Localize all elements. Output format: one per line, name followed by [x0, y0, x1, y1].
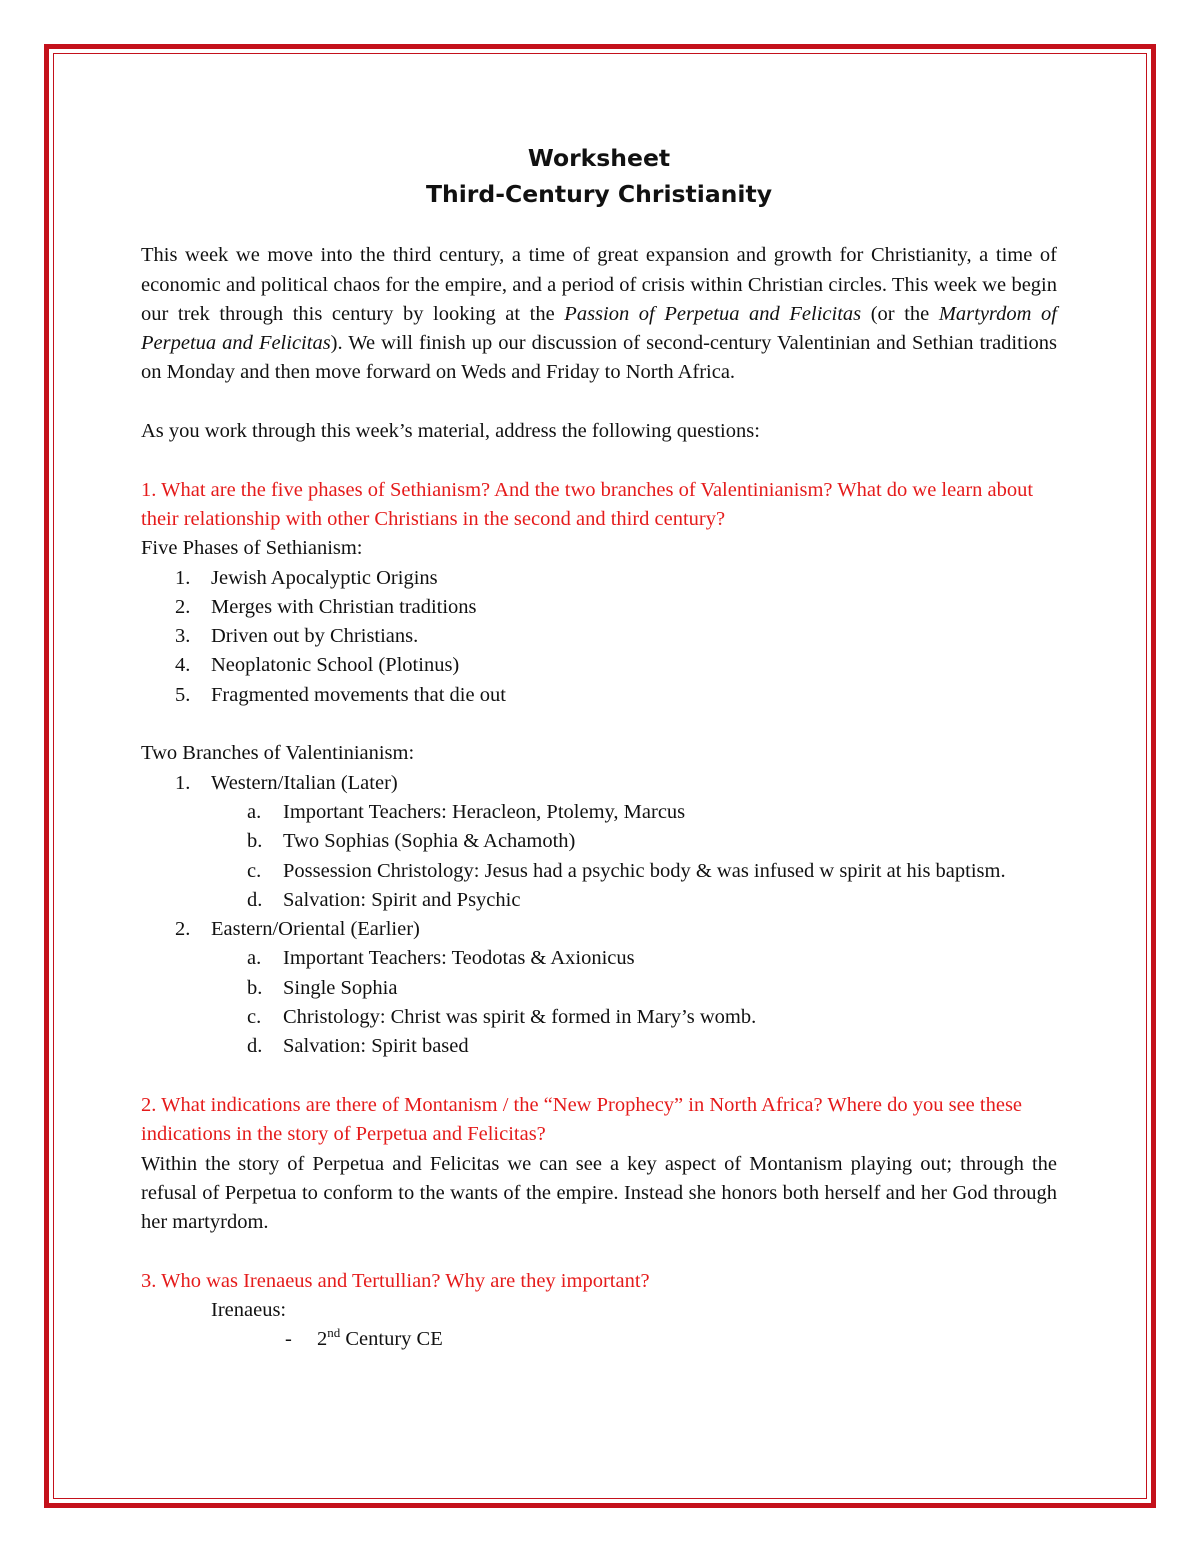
intro-title-passion: Passion of Perpetua and Felicitas	[564, 302, 862, 325]
intro-paragraph: This week we move into the third century, a time of great expansion and growth for Christianity, a time of economic and political chaos for the empire, and a period of crisis within Christian circles. This week we begin our trek through this century by looking at the Passion of Perpetua and Felicitas (or the Martyrdom of Perpetua and Felicitas). We will finish up our discussion of second-century Valentinian and Sethian traditions on Monday and then move forward on Weds and Friday to North Africa.	[141, 244, 1057, 384]
list-item: 1. Jewish Apocalyptic Origins	[175, 566, 438, 589]
valentinian-heading: Two Branches of Valentinianism:	[141, 742, 415, 765]
list-item: c. Christology: Christ was spirit & formed in Mary’s womb.	[247, 1006, 757, 1029]
list-item: 3. Driven out by Christians.	[175, 625, 419, 648]
irenaeus-label: Irenaeus:	[211, 1298, 287, 1321]
answer-2: Within the story of Perpetua and Felicitas we can see a key aspect of Montanism playing out; through the refusal of Perpetua to conform to the wants of the empire. Instead she honors both herself and her God through her martyrdom.	[141, 1152, 1057, 1234]
list-item: b. Two Sophias (Sophia & Achamoth)	[247, 830, 576, 853]
list-item: d. Salvation: Spirit and Psychic	[247, 888, 521, 911]
list-item: - 2nd Century CE	[285, 1325, 443, 1351]
title-line-1: Worksheet	[527, 144, 671, 172]
list-item: c. Possession Christology: Jesus had a psychic body & was infused w spirit at his baptism.	[247, 859, 1006, 882]
list-item: 2. Eastern/Oriental (Earlier)	[175, 918, 420, 941]
list-item: b. Single Sophia	[247, 976, 398, 999]
question-1: 1. What are the five phases of Sethianism? And the two branches of Valentinianism? What do we learn about their relationship with other Christians in the second and third century?	[141, 478, 1034, 530]
question-3: 3. Who was Irenaeus and Tertullian? Why are they important?	[141, 1269, 650, 1292]
title-line-2: Third-Century Christianity	[425, 180, 773, 208]
sethian-heading: Five Phases of Sethianism:	[141, 537, 363, 560]
list-item: 2. Merges with Christian traditions	[175, 595, 477, 618]
question-2: 2. What indications are there of Montanism / the “New Prophecy” in North Africa? Where do you see these indications in the story of Perpetua and Felicitas?	[141, 1093, 1023, 1146]
questions-prompt: As you work through this week’s material, address the following questions:	[141, 420, 760, 443]
list-item: 5. Fragmented movements that die out	[175, 683, 506, 706]
list-item: d. Salvation: Spirit based	[247, 1035, 469, 1058]
intro-title-martyrdom: Martyrdom of Perpetua and Felicitas	[141, 302, 1057, 355]
list-item: a. Important Teachers: Teodotas & Axionicus	[247, 947, 635, 970]
valentinian-branches-list	[141, 769, 1057, 1062]
list-item: a. Important Teachers: Heracleon, Ptolemy, Marcus	[247, 800, 686, 823]
worksheet-title	[141, 140, 1057, 212]
list-item: 1. Western/Italian (Later)	[175, 771, 398, 794]
sethian-phases-list	[141, 564, 1057, 710]
worksheet-content	[141, 140, 1057, 1355]
list-item: 4. Neoplatonic School (Plotinus)	[175, 654, 460, 677]
